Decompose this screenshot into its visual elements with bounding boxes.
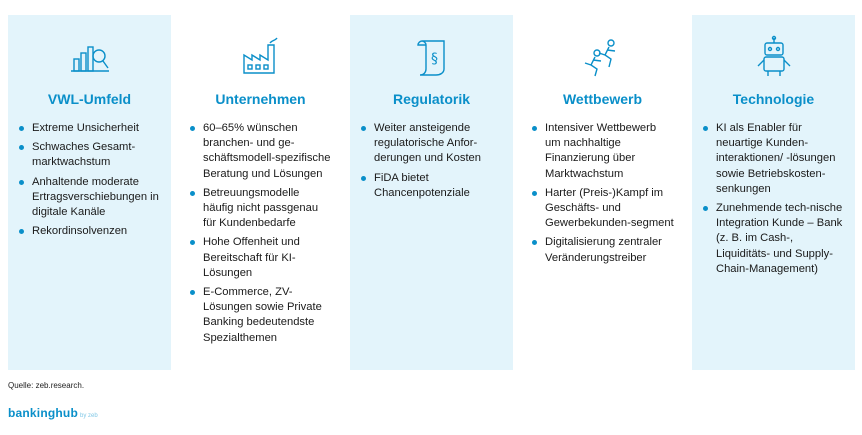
list-item: Extreme Unsicherheit [18, 121, 161, 136]
list-item: Betreuungsmodelle häufig nicht passgenau für Kundenbedarfe [189, 186, 332, 232]
list-item: Zunehmende tech-nische Integration Kunde – Bank (z. B. im Cash-, Liquiditäts- und Supply-Chain-Management) [702, 201, 845, 277]
column-title: Unternehmen [215, 91, 306, 107]
bullet-list [531, 121, 674, 266]
column-wettbewerb [521, 15, 684, 370]
column-vwl-umfeld [8, 15, 171, 370]
bullet-list [360, 121, 503, 201]
list-item: E-Commerce, ZV-Lösungen sowie Private Banking bedeutendste Spezialthemen [189, 285, 332, 346]
logo-by-text: by zeb [80, 413, 98, 419]
column-title: Technologie [732, 91, 815, 107]
column-technologie [692, 15, 855, 370]
column-regulatorik [350, 15, 513, 370]
list-item: KI als Enabler für neuartige Kunden-interaktionen/ -lösungen sowie Betriebskosten-senkungen [702, 121, 845, 197]
factory-icon [189, 33, 332, 79]
svg-text:§: § [430, 51, 438, 67]
column-title: VWL-Umfeld [47, 91, 132, 107]
column-unternehmen [179, 15, 342, 370]
list-item: Anhaltende moderate Ertragsverschiebungen in digitale Kanäle [18, 175, 161, 221]
list-item: Rekordinsolvenzen [18, 224, 161, 239]
list-item: Weiter ansteigende regulatorische Anfor-derungen und Kosten [360, 121, 503, 167]
chart-magnifier-icon [18, 33, 161, 79]
list-item: Hohe Offenheit und Bereitschaft für KI-Lösungen [189, 235, 332, 281]
list-item: 60–65% wünschen branchen- und ge-schäftsmodell-spezifische Beratung und Lösungen [189, 121, 332, 182]
list-item: Intensiver Wettbewerb um nachhaltige Finanzierung über Marktwachstum [531, 121, 674, 182]
bankinghub-logo [8, 406, 98, 420]
list-item: Harter (Preis-)Kampf im Geschäfts- und Gewerbekunden-segment [531, 186, 674, 232]
runners-icon [531, 33, 674, 79]
column-title: Regulatorik [392, 91, 470, 107]
logo-text: bankinghub [8, 406, 78, 420]
bullet-list [189, 121, 332, 346]
source-note: Quelle: zeb.research. [8, 381, 85, 390]
list-item: Digitalisierung zentraler Veränderungstreiber [531, 235, 674, 265]
paragraph-scroll-icon [360, 33, 503, 79]
robot-icon [702, 33, 845, 79]
bullet-list [702, 121, 845, 277]
bullet-list [18, 121, 161, 239]
column-title: Wettbewerb [562, 91, 643, 107]
list-item: FiDA bietet Chancenpotenziale [360, 171, 503, 201]
list-item: Schwaches Gesamt-marktwachstum [18, 140, 161, 170]
